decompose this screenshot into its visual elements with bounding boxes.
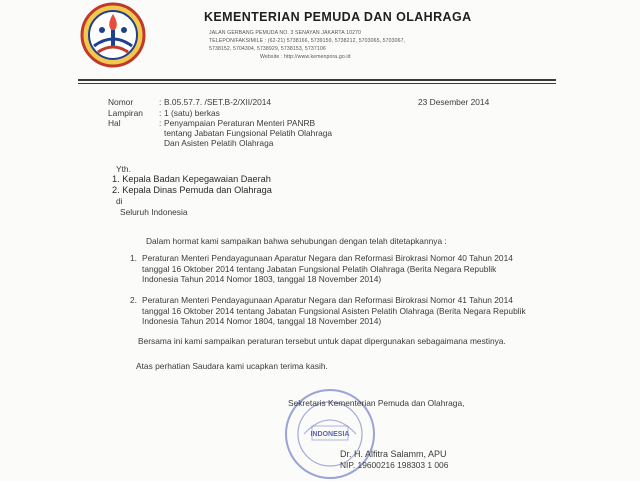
header-divider <box>78 79 556 81</box>
signatory-nip: NIP. 19600216 198303 1 006 <box>340 460 449 470</box>
di-label: di <box>116 196 123 206</box>
hal-line: tentang Jabatan Fungsional Pelatih Olahraga <box>164 128 333 138</box>
nomor-label: Nomor <box>108 97 134 107</box>
item-number: 2. <box>130 295 137 305</box>
recipient-item: 2. Kepala Dinas Pemuda dan Olahraga <box>112 185 272 195</box>
ministry-logo-icon <box>80 2 146 68</box>
item-number: 1. <box>130 253 137 263</box>
colon: : <box>159 97 162 107</box>
thanks-paragraph: Atas perhatian Saudara kami ucapkan terima kasih. <box>136 361 328 371</box>
colon: : <box>159 118 162 128</box>
website-line: Website : http://www.kemenpora.go.id <box>260 54 351 60</box>
signatory-title: Sekretaris Kementerian Pemuda dan Olahraga, <box>288 398 465 408</box>
intro-paragraph: Dalam hormat kami sampaikan bahwa sehubungan dengan telah ditetapkannya : <box>146 236 447 246</box>
address-line: JALAN GERBANG PEMUDA NO. 3 SENAYAN JAKARTA 10270 <box>209 30 362 36</box>
letter-date: 23 Desember 2014 <box>418 97 490 107</box>
hal-line: Dan Asisten Pelatih Olahraga <box>164 138 274 148</box>
signatory-name: Dr. H. Alfitra Salamm, APU <box>340 449 447 459</box>
hal-line: Penyampaian Peraturan Menteri PANRB <box>164 118 316 128</box>
hal-label: Hal <box>108 118 121 128</box>
closing-paragraph: Bersama ini kami sampaikan peraturan tersebut untuk dapat dipergunakan sebagaimana mestinya. <box>138 336 506 346</box>
header-divider-thin <box>78 83 556 84</box>
yth-label: Yth. <box>116 164 131 174</box>
address-line: 5738152, 5704304, 5738929, 5738153, 5737106 <box>209 46 326 52</box>
address-line: TELEPON/FAKSIMILE : (62-21) 5738166, 5739159, 5738212, 5703065, 5703067, <box>209 38 406 44</box>
lampiran-label: Lampiran <box>108 108 143 118</box>
nomor-value: B.05.57.7. /SET.B-2/XII/2014 <box>164 97 272 107</box>
stamp-text: INDONESIA <box>310 431 350 438</box>
colon: : <box>159 108 162 118</box>
ministry-name: KEMENTERIAN PEMUDA DAN OLAHRAGA <box>204 10 472 24</box>
recipient-location: Seluruh Indonesia <box>120 207 188 217</box>
recipient-item: 1. Kepala Badan Kepegawaian Daerah <box>112 174 271 184</box>
regulation-item: Peraturan Menteri Pendayagunaan Aparatur Negara dan Reformasi Birokrasi Nomor 40 Tahun 2014 tanggal 16 Oktober 2014 tentang Jabatan Fungsional Pelatih Olahraga (Berita Negara Republik Indonesia Tahun 2014 Nomor 1803, tanggal 18 November 2014) <box>142 253 513 285</box>
lampiran-value: 1 (satu) berkas <box>164 108 220 118</box>
regulation-item: Peraturan Menteri Pendayagunaan Aparatur Negara dan Reformasi Birokrasi Nomor 41 Tahun 2014 tanggal 16 Oktober 2014 tentang Jabatan Fungsional Asisten Pelatih Olahraga (Berita Negara Republik Indonesia Tahun 2014 Nomor 1804, tanggal 18 November 2014) <box>142 295 526 327</box>
